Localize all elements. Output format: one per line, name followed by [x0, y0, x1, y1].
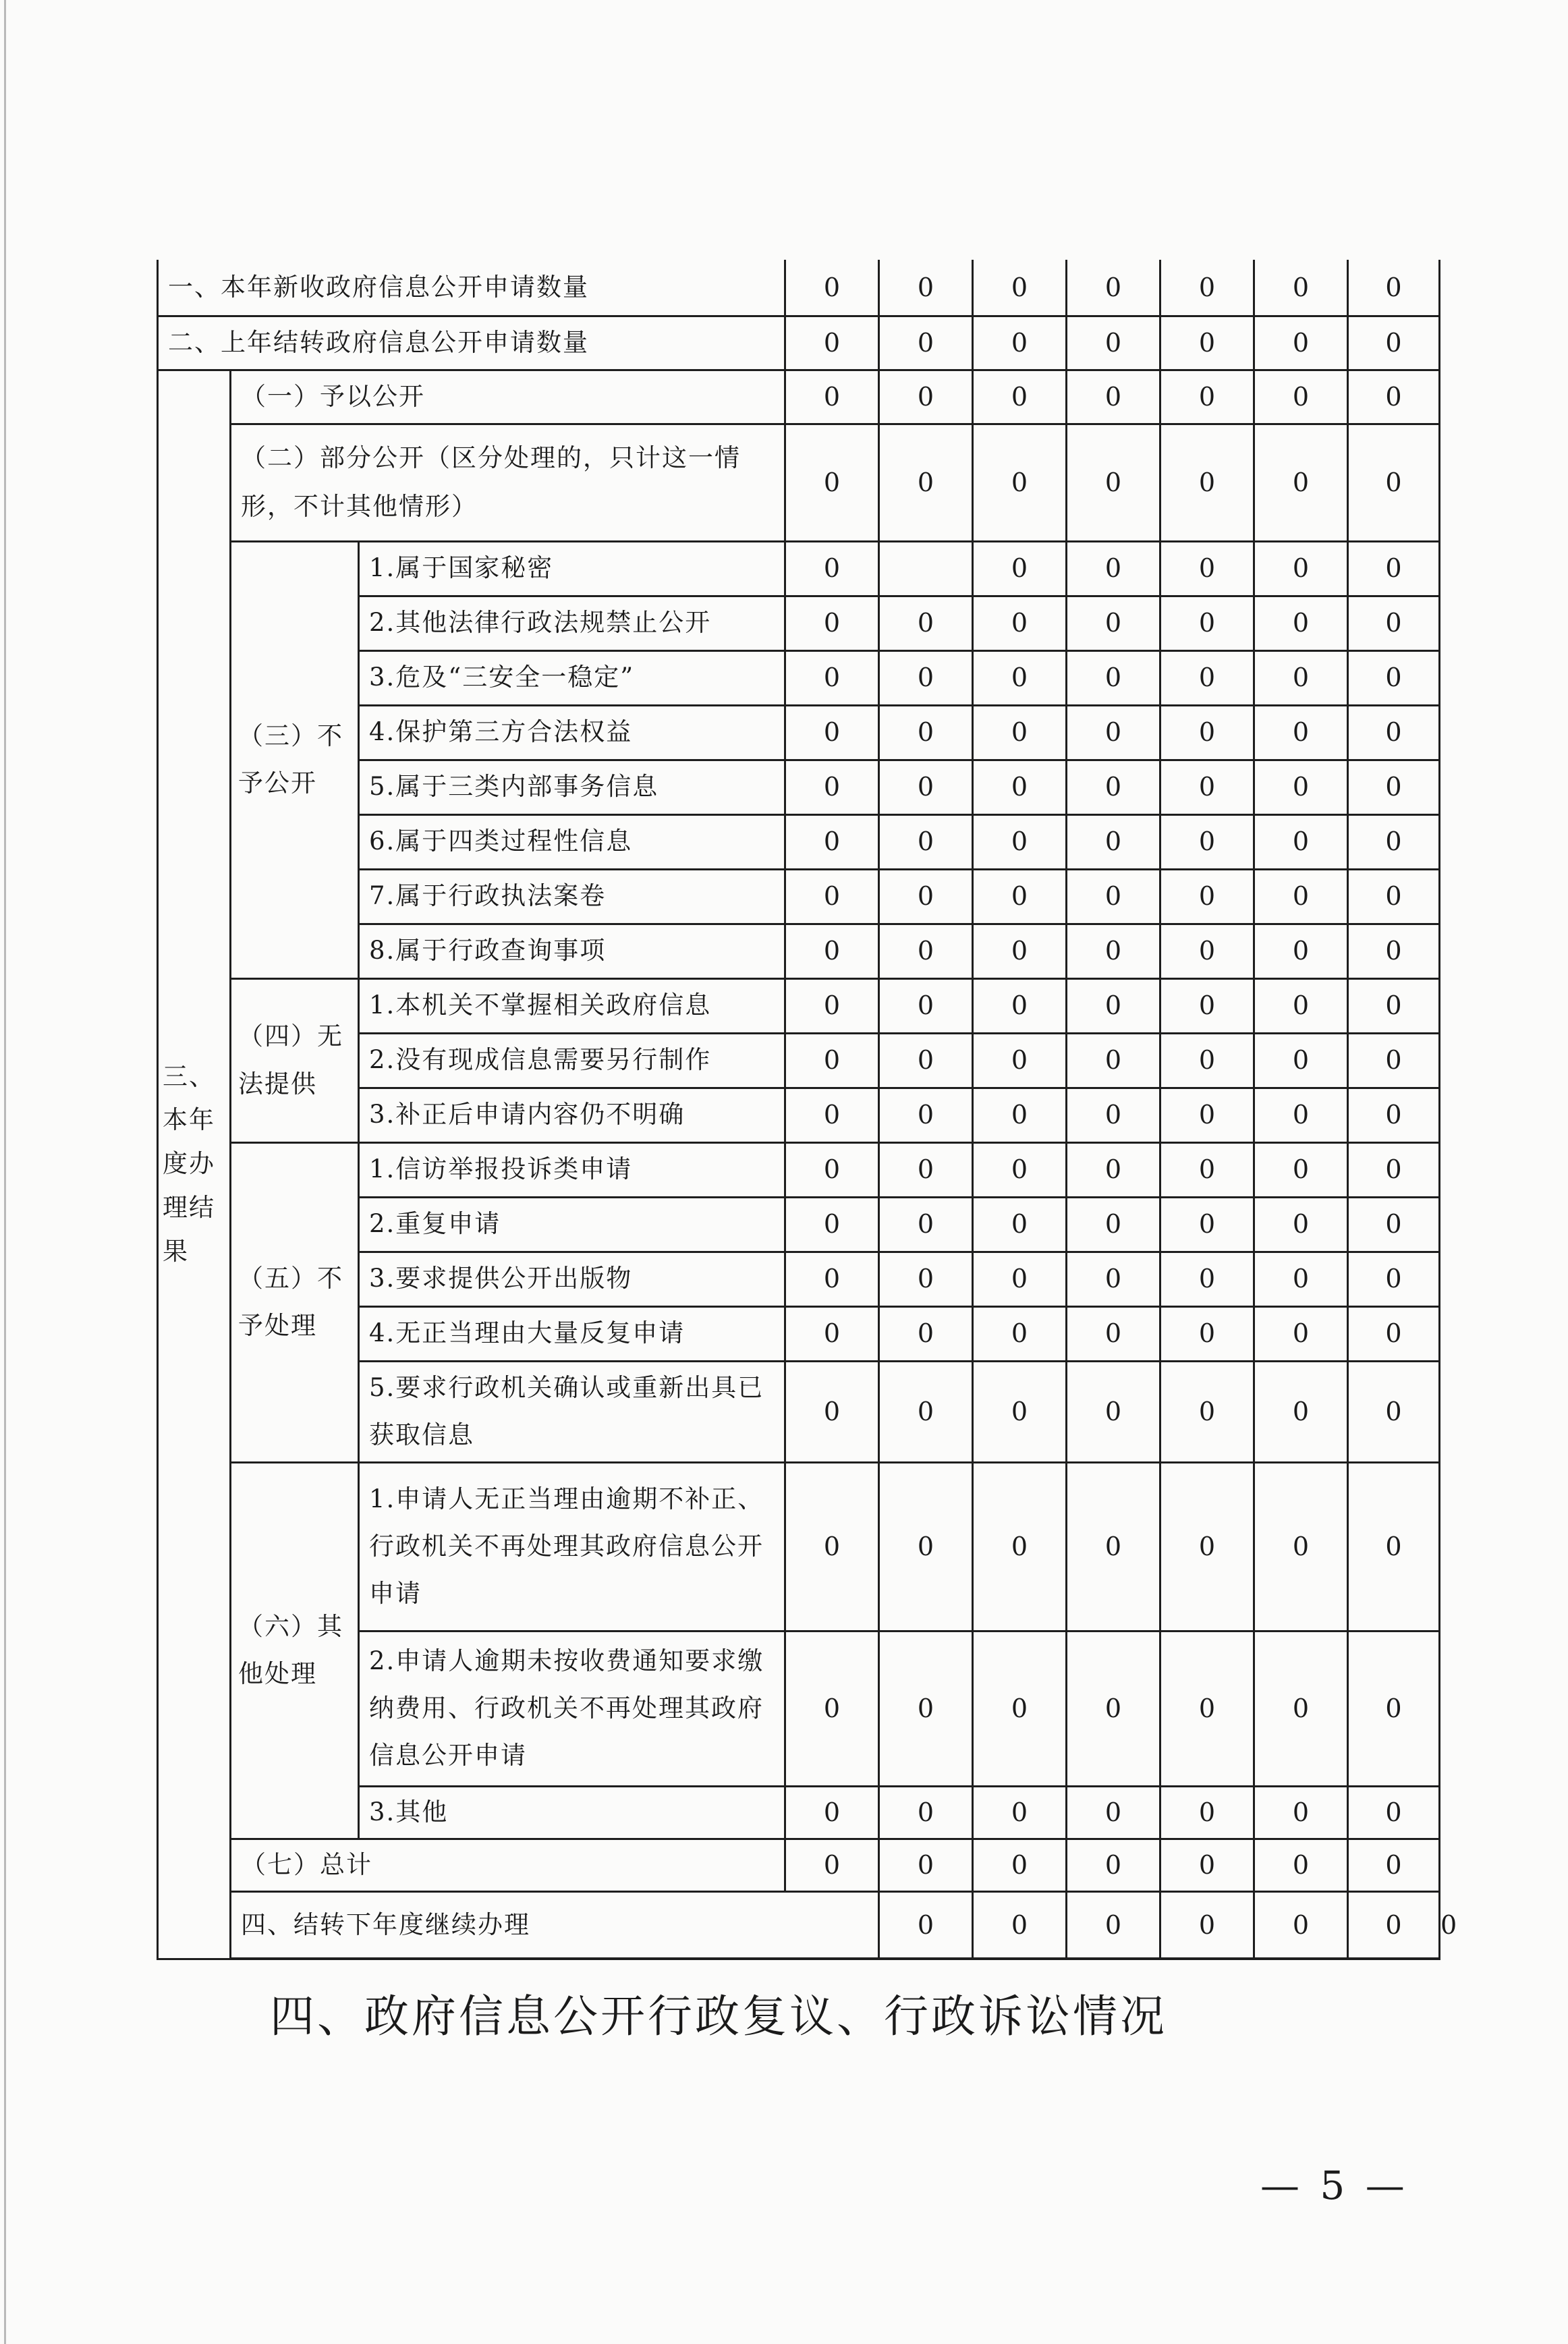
table-cell: 0 — [973, 924, 1067, 978]
table-cell: 0 — [1160, 1306, 1254, 1361]
table-cell: 0 — [973, 650, 1067, 705]
table-cell: 0 — [1348, 705, 1440, 760]
table-cell: 0 — [1160, 1142, 1254, 1197]
table-cell: 0 — [1067, 650, 1160, 705]
table-cell: 0 — [879, 1462, 973, 1631]
table-cell: 0 — [785, 424, 879, 541]
row-label: （七）总计 — [231, 1839, 785, 1891]
row-label: 一、本年新收政府信息公开申请数量 — [158, 260, 785, 316]
table-cell: 0 — [785, 1786, 879, 1839]
table-cell: 0 — [1254, 316, 1348, 370]
table-cell: 0 — [1067, 1839, 1160, 1891]
table-cell: 0 — [973, 424, 1067, 541]
table-cell: 0 — [785, 1361, 879, 1462]
table-cell: 0 — [785, 596, 879, 650]
row-label: 2.其他法律行政法规禁止公开 — [359, 596, 785, 650]
table-cell: 0 — [879, 1088, 973, 1142]
table-cell: 0 — [879, 370, 973, 424]
table-row — [158, 260, 1440, 316]
table-cell: 0 — [1067, 1891, 1160, 1959]
table-cell: 0 — [1348, 1462, 1440, 1631]
row-label: 四、结转下年度继续办理 — [231, 1891, 879, 1959]
table-cell: 0 — [1067, 760, 1160, 814]
table-cell: 0 — [879, 260, 973, 316]
table-cell: 0 — [1160, 869, 1254, 924]
row-label: 8.属于行政查询事项 — [359, 924, 785, 978]
table-cell: 0 — [1348, 596, 1440, 650]
table-cell: 0 — [1160, 705, 1254, 760]
table-cell: 0 — [879, 1252, 973, 1306]
table-cell: 0 — [1348, 978, 1440, 1033]
table-cell: 0 — [1254, 370, 1348, 424]
table-cell: 0 — [785, 1462, 879, 1631]
table-cell: 0 — [879, 424, 973, 541]
table-cell: 0 — [1348, 760, 1440, 814]
table-cell: 0 — [1348, 1891, 1440, 1959]
group-label: （五）不予处理 — [231, 1142, 359, 1462]
table-cell: 0 — [1254, 869, 1348, 924]
row-label: 5.属于三类内部事务信息 — [359, 760, 785, 814]
group-label: （三）不予公开 — [231, 541, 359, 978]
table-cell: 0 — [1254, 814, 1348, 869]
table-cell: 0 — [785, 705, 879, 760]
table-cell: 0 — [879, 1631, 973, 1786]
table-cell: 0 — [879, 869, 973, 924]
row-label: 二、上年结转政府信息公开申请数量 — [158, 316, 785, 370]
row-label: （二）部分公开（区分处理的，只计这一情形，不计其他情形） — [231, 424, 785, 541]
table-cell: 0 — [1067, 1142, 1160, 1197]
table-cell: 0 — [1254, 1197, 1348, 1252]
row-label: 3.危及“三安全一稳定” — [359, 650, 785, 705]
row-label: 1.申请人无正当理由逾期不补正、行政机关不再处理其政府信息公开申请 — [359, 1462, 785, 1631]
table-cell: 0 — [785, 260, 879, 316]
table-cell: 0 — [1160, 1088, 1254, 1142]
table-cell: 0 — [1067, 978, 1160, 1033]
table-cell: 0 — [785, 1306, 879, 1361]
row-label: 1.属于国家秘密 — [359, 541, 785, 596]
table-cell: 0 — [785, 1088, 879, 1142]
row-label: 3.其他 — [359, 1786, 785, 1839]
table-cell: 0 — [973, 1142, 1067, 1197]
table-cell: 0 — [973, 978, 1067, 1033]
table-cell: 0 — [1067, 705, 1160, 760]
table-cell: 0 — [1160, 1361, 1254, 1462]
table-cell: 0 — [973, 370, 1067, 424]
row-label: 3.要求提供公开出版物 — [359, 1252, 785, 1306]
table-cell: 0 — [1160, 1252, 1254, 1306]
table-cell: 0 — [973, 1891, 1067, 1959]
table-cell: 0 — [879, 1306, 973, 1361]
table-cell: 0 — [973, 869, 1067, 924]
table-cell: 0 — [1160, 650, 1254, 705]
table-cell: 0 — [879, 760, 973, 814]
table-cell: 0 — [1348, 1786, 1440, 1839]
table-cell: 0 — [1160, 1033, 1254, 1088]
table-cell: 0 — [1254, 1252, 1348, 1306]
table-row — [158, 978, 1440, 1033]
table-cell: 0 — [1254, 1786, 1348, 1839]
table-cell: 0 — [1254, 260, 1348, 316]
table-cell: 0 — [879, 650, 973, 705]
table-cell: 0 — [785, 370, 879, 424]
table-cell: 0 — [1067, 1197, 1160, 1252]
table-cell: 0 — [1254, 1891, 1348, 1959]
table-cell: 0 — [1067, 596, 1160, 650]
table-cell: 0 — [1067, 1631, 1160, 1786]
table-cell: 0 — [973, 541, 1067, 596]
table-cell: 0 — [973, 814, 1067, 869]
table-cell: 0 — [1348, 1197, 1440, 1252]
table-cell: 0 — [973, 1033, 1067, 1088]
table-cell: 0 — [785, 1033, 879, 1088]
table-row — [158, 1462, 1440, 1631]
table-cell: 0 — [1348, 814, 1440, 869]
table-cell: 0 — [1160, 924, 1254, 978]
row-label: 6.属于四类过程性信息 — [359, 814, 785, 869]
table-cell: 0 — [1067, 1306, 1160, 1361]
table-cell: 0 — [973, 260, 1067, 316]
table-cell: 0 — [1067, 370, 1160, 424]
table-cell: 0 — [785, 760, 879, 814]
table-cell: 0 — [1348, 1033, 1440, 1088]
table-cell: 0 — [785, 1252, 879, 1306]
table-cell: 0 — [1160, 1891, 1254, 1959]
table-cell: 0 — [1067, 924, 1160, 978]
table-cell: 0 — [1254, 596, 1348, 650]
table-cell: 0 — [1348, 316, 1440, 370]
table-cell: 0 — [785, 316, 879, 370]
table-cell: 0 — [1254, 1462, 1348, 1631]
table-cell: 0 — [1067, 1088, 1160, 1142]
table-cell: 0 — [973, 316, 1067, 370]
table-cell: 0 — [1254, 760, 1348, 814]
table-cell: 0 — [1254, 1631, 1348, 1786]
table-cell: 0 — [1160, 1631, 1254, 1786]
table-cell: 0 — [1160, 1462, 1254, 1631]
table-cell: 0 — [1254, 424, 1348, 541]
table-cell: 0 — [1348, 1306, 1440, 1361]
table-cell: 0 — [973, 705, 1067, 760]
table-cell: 0 — [1254, 650, 1348, 705]
table-cell: 0 — [1067, 1786, 1160, 1839]
table-cell: 0 — [1254, 924, 1348, 978]
table-cell: 0 — [1067, 814, 1160, 869]
table-cell: 0 — [1067, 1462, 1160, 1631]
table-cell: 0 — [1160, 1786, 1254, 1839]
table-cell: 0 — [785, 541, 879, 596]
table-row — [158, 424, 1440, 541]
table-cell: 0 — [1254, 978, 1348, 1033]
section-3-label: 三、本年度办理结果 — [158, 370, 231, 1959]
table-cell: 0 — [785, 1839, 879, 1891]
table-cell: 0 — [879, 814, 973, 869]
table-cell: 0 — [1067, 424, 1160, 541]
table-row — [158, 541, 1440, 596]
table-cell: 0 — [879, 1786, 973, 1839]
table-cell: 0 — [973, 760, 1067, 814]
table-cell: 0 — [785, 814, 879, 869]
table-cell: 0 — [1160, 260, 1254, 316]
table-cell: 0 — [1348, 924, 1440, 978]
table-row: 四、结转下年度继续办理 0 0 0 0 0 0 0 — [158, 1891, 1440, 1959]
section-heading: 四、政府信息公开行政复议、行政诉讼情况 — [270, 1990, 1167, 2042]
table-cell: 0 — [973, 1462, 1067, 1631]
table-cell: 0 — [973, 1197, 1067, 1252]
table-cell: 0 — [879, 1361, 973, 1462]
row-label: 2.申请人逾期未按收费通知要求缴纳费用、行政机关不再处理其政府信息公开申请 — [359, 1631, 785, 1786]
table-cell: 0 — [1348, 541, 1440, 596]
table-cell: 0 — [1067, 541, 1160, 596]
table-cell: 0 — [785, 978, 879, 1033]
table-row — [158, 370, 1440, 424]
table-cell: 0 — [1160, 760, 1254, 814]
table-cell: 0 — [973, 1088, 1067, 1142]
table-cell: 0 — [1160, 596, 1254, 650]
table-cell: 0 — [973, 1252, 1067, 1306]
table-cell: 0 — [1348, 260, 1440, 316]
table-cell: 0 — [785, 869, 879, 924]
table-cell: 0 — [1067, 1252, 1160, 1306]
row-label: 2.重复申请 — [359, 1197, 785, 1252]
table-cell: 0 — [879, 705, 973, 760]
table-cell: 0 — [973, 1361, 1067, 1462]
table-cell: 0 — [1160, 370, 1254, 424]
table-cell: 0 — [1160, 1839, 1254, 1891]
row-label: 7.属于行政执法案卷 — [359, 869, 785, 924]
table-cell: 0 — [973, 1839, 1067, 1891]
table-cell: 0 — [1254, 1306, 1348, 1361]
table-cell: 0 — [1160, 316, 1254, 370]
table-cell: 0 — [785, 650, 879, 705]
table-cell: 0 — [1348, 1142, 1440, 1197]
table-cell: 0 — [1160, 1197, 1254, 1252]
table-cell: 0 — [1254, 705, 1348, 760]
row-label: 3.补正后申请内容仍不明确 — [359, 1088, 785, 1142]
table-cell: 0 — [785, 1631, 879, 1786]
table-row — [158, 1142, 1440, 1197]
table-cell: 0 — [879, 1033, 973, 1088]
table-cell: 0 — [1160, 424, 1254, 541]
table-cell: 0 — [1160, 978, 1254, 1033]
table-cell — [879, 541, 973, 596]
table-cell: 0 — [1254, 1088, 1348, 1142]
table-cell: 0 — [1348, 1252, 1440, 1306]
table-cell: 0 — [1348, 424, 1440, 541]
table-cell: 0 — [1348, 370, 1440, 424]
row-label: 1.本机关不掌握相关政府信息 — [359, 978, 785, 1033]
table-cell: 0 — [1348, 1631, 1440, 1786]
table-cell: 0 — [1067, 316, 1160, 370]
row-label: 2.没有现成信息需要另行制作 — [359, 1033, 785, 1088]
table-cell: 0 — [973, 1786, 1067, 1839]
table-cell: 0 — [879, 1197, 973, 1252]
application-handling-table — [157, 260, 1457, 1960]
table-cell: 0 — [1348, 1839, 1440, 1891]
table-cell: 0 — [1254, 541, 1348, 596]
table-cell: 0 — [1348, 650, 1440, 705]
table-row — [158, 316, 1440, 370]
group-label: （六）其他处理 — [231, 1462, 359, 1839]
table-cell: 0 — [1160, 541, 1254, 596]
table-cell: 0 — [1348, 1361, 1440, 1462]
table-cell: 0 — [1254, 1839, 1348, 1891]
table-cell: 0 — [879, 596, 973, 650]
group-label: （四）无法提供 — [231, 978, 359, 1142]
table-cell: 0 — [879, 924, 973, 978]
table-cell: 0 — [1067, 260, 1160, 316]
table-cell: 0 — [1160, 814, 1254, 869]
scan-edge-line — [4, 0, 6, 2344]
table-cell: 0 — [1254, 1142, 1348, 1197]
table-cell: 0 — [879, 1142, 973, 1197]
table-cell: 0 — [1348, 1088, 1440, 1142]
table-cell: 0 — [879, 316, 973, 370]
page-number: — 5 — — [1260, 2162, 1409, 2208]
table-cell: 0 — [1067, 1033, 1160, 1088]
table-cell: 0 — [1348, 869, 1440, 924]
table-cell: 0 — [973, 1631, 1067, 1786]
table-cell: 0 — [785, 1142, 879, 1197]
row-label: 4.无正当理由大量反复申请 — [359, 1306, 785, 1361]
table-cell: 0 — [1067, 869, 1160, 924]
table-cell: 0 — [785, 924, 879, 978]
table-cell: 0 — [879, 1839, 973, 1891]
row-label: （一）予以公开 — [231, 370, 785, 424]
table-cell: 0 — [879, 978, 973, 1033]
table-cell: 0 — [973, 1306, 1067, 1361]
table-cell: 0 — [785, 1197, 879, 1252]
row-label: 1.信访举报投诉类申请 — [359, 1142, 785, 1197]
table-cell: 0 — [879, 1891, 973, 1959]
table-row — [158, 1839, 1440, 1891]
row-label: 5.要求行政机关确认或重新出具已获取信息 — [359, 1361, 785, 1462]
table-cell: 0 — [1254, 1033, 1348, 1088]
table-cell: 0 — [973, 596, 1067, 650]
table-cell: 0 — [1067, 1361, 1160, 1462]
table-cell: 0 — [1254, 1361, 1348, 1462]
row-label: 4.保护第三方合法权益 — [359, 705, 785, 760]
